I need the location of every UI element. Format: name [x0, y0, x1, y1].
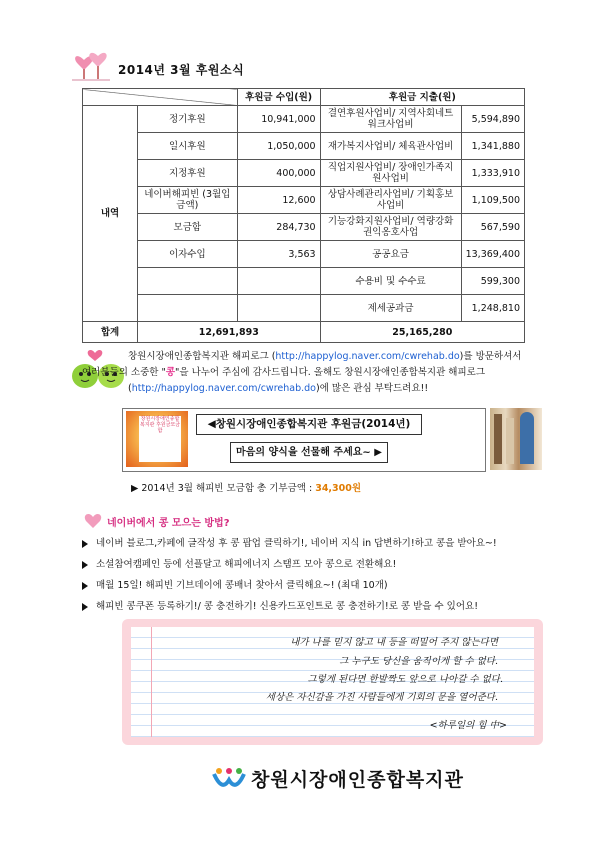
expense-item: 결연후원사업비/ 지역사회네트워크사업비: [320, 106, 461, 133]
banner-main-text: ◀창원시장애인종합복지관 후원금(2014년): [196, 414, 422, 435]
income-amount: 400,000: [237, 160, 320, 187]
table-row: [83, 133, 525, 160]
expense-amount: 1,248,810: [461, 295, 524, 322]
expense-amount: 5,594,890: [461, 106, 524, 133]
table-row: [83, 268, 525, 295]
collect-item: 매월 15일! 해피빈 기브데이에 콩배너 찾아서 클릭해요~! (최대 10개): [82, 577, 388, 591]
table-row: [83, 295, 525, 322]
poem-line: 세상은 자신감을 가진 사람들에게 기회의 문을 열어준다.: [265, 692, 498, 703]
happylog-link[interactable]: http://happylog.naver.com/cwrehab.do: [275, 351, 460, 362]
banner-logo: 창원시장애인종합복지관 후원금모금함: [139, 416, 181, 462]
income-item: [138, 295, 238, 322]
income-amount: 284,730: [237, 214, 320, 241]
expense-item: 공공요금: [320, 241, 461, 268]
expense-item: 제세공과금: [320, 295, 461, 322]
expense-item: 상담사례관리사업비/ 기획홍보사업비: [320, 187, 461, 214]
income-amount: [237, 295, 320, 322]
table-corner: [83, 89, 238, 106]
happylog-link-2[interactable]: http://happylog.naver.com/cwrehab.do: [131, 383, 316, 394]
total-expense: 25,165,280: [320, 322, 524, 343]
total-income: 12,691,893: [138, 322, 321, 343]
happylog-line2: 여러분들의 소중한 "콩"을 나누어 주심에 감사드립니다. 올해도 창원시장애인종합복지관 해피로그: [82, 367, 486, 378]
expense-amount: 13,369,400: [461, 241, 524, 268]
banner-sub-text: 마음의 양식을 선물해 주세요~ ▶: [230, 442, 388, 463]
happylog-line3: (http://happylog.naver.com/cwrehab.do)에 많은 관심 부탁드려요!!: [128, 383, 429, 394]
income-amount: 10,941,000: [237, 106, 320, 133]
expense-amount: 1,341,880: [461, 133, 524, 160]
hearts-tree-icon: [70, 44, 112, 82]
expense-amount: 599,300: [461, 268, 524, 295]
income-amount: 3,563: [237, 241, 320, 268]
table-row: [83, 106, 525, 133]
expense-header: 후원금 지출(원): [320, 89, 524, 106]
poem-source: <하루일의 힘 中>: [429, 720, 507, 731]
table-row: [83, 160, 525, 187]
collect-item: 소셜참여캠페인 등에 선플달고 해피에너지 스탬프 모아 콩으로 전환해요!: [82, 556, 396, 570]
income-item: 정기후원: [138, 106, 238, 133]
expense-item: 재가복지사업비/ 체육관사업비: [320, 133, 461, 160]
collect-title: 네이버에서 콩 모으는 방법?: [107, 518, 230, 529]
income-item: 네이버해피빈 (3월입금액): [138, 187, 238, 214]
expense-item: 기능강화지원사업비/ 역량강화권익옹호사업: [320, 214, 461, 241]
finance-table: [82, 88, 525, 343]
expense-item: 수용비 및 수수료: [320, 268, 461, 295]
poem-line: 그렇게 된다면 한발짝도 앞으로 나아갈 수 없다.: [307, 674, 503, 685]
bullet-icon: [82, 561, 88, 569]
expense-amount: 1,333,910: [461, 160, 524, 187]
income-item: 일시후원: [138, 133, 238, 160]
collect-item: 해피빈 콩쿠폰 등록하기!/ 콩 충전하기! 신용카드포인트로 콩 충전하기!로 콩 받을 수 있어요!: [82, 598, 478, 612]
table-row: [83, 187, 525, 214]
total-label: 합계: [83, 322, 138, 343]
bullet-icon: [82, 582, 88, 590]
banner-photo: [490, 408, 542, 470]
monthly-amount: ▶ 2014년 3월 해피빈 모금함 총 기부금액 : 34,300원: [131, 483, 362, 494]
page-title: 2014년 3월 후원소식: [118, 63, 245, 77]
happylog-line1: 창원시장애인종합복지관 해피로그 (http://happylog.naver.com/cwrehab.do)를 방문하셔서: [128, 351, 522, 362]
income-amount: [237, 268, 320, 295]
organization-logo-icon: [212, 766, 246, 792]
bullet-icon: [82, 603, 88, 611]
collect-item: 네이버 블로그,카페에 글작성 후 콩 팝업 클릭하기!, 네이버 지식 in 답변하기!하고 콩을 받아요~!: [82, 535, 497, 549]
row-label: 내역: [83, 106, 138, 322]
income-item: 지정후원: [138, 160, 238, 187]
expense-amount: 1,109,500: [461, 187, 524, 214]
poem-line: 내가 나를 믿지 않고 내 등을 떠밀어 주지 않는다면: [290, 637, 498, 648]
income-item: 이자수입: [138, 241, 238, 268]
income-amount: 1,050,000: [237, 133, 320, 160]
table-row: [83, 241, 525, 268]
income-item: [138, 268, 238, 295]
heart-icon: [82, 512, 104, 530]
expense-amount: 567,590: [461, 214, 524, 241]
income-amount: 12,600: [237, 187, 320, 214]
income-header: 후원금 수입(원): [237, 89, 320, 106]
organization-name: 창원시장애인종합복지관: [251, 769, 464, 791]
table-row: [83, 214, 525, 241]
bullet-icon: [82, 540, 88, 548]
poem-line: 그 누구도 당신을 움직이게 할 수 없다.: [339, 656, 498, 667]
expense-item: 직업지원사업비/ 장애인가족지원사업비: [320, 160, 461, 187]
income-item: 모금함: [138, 214, 238, 241]
